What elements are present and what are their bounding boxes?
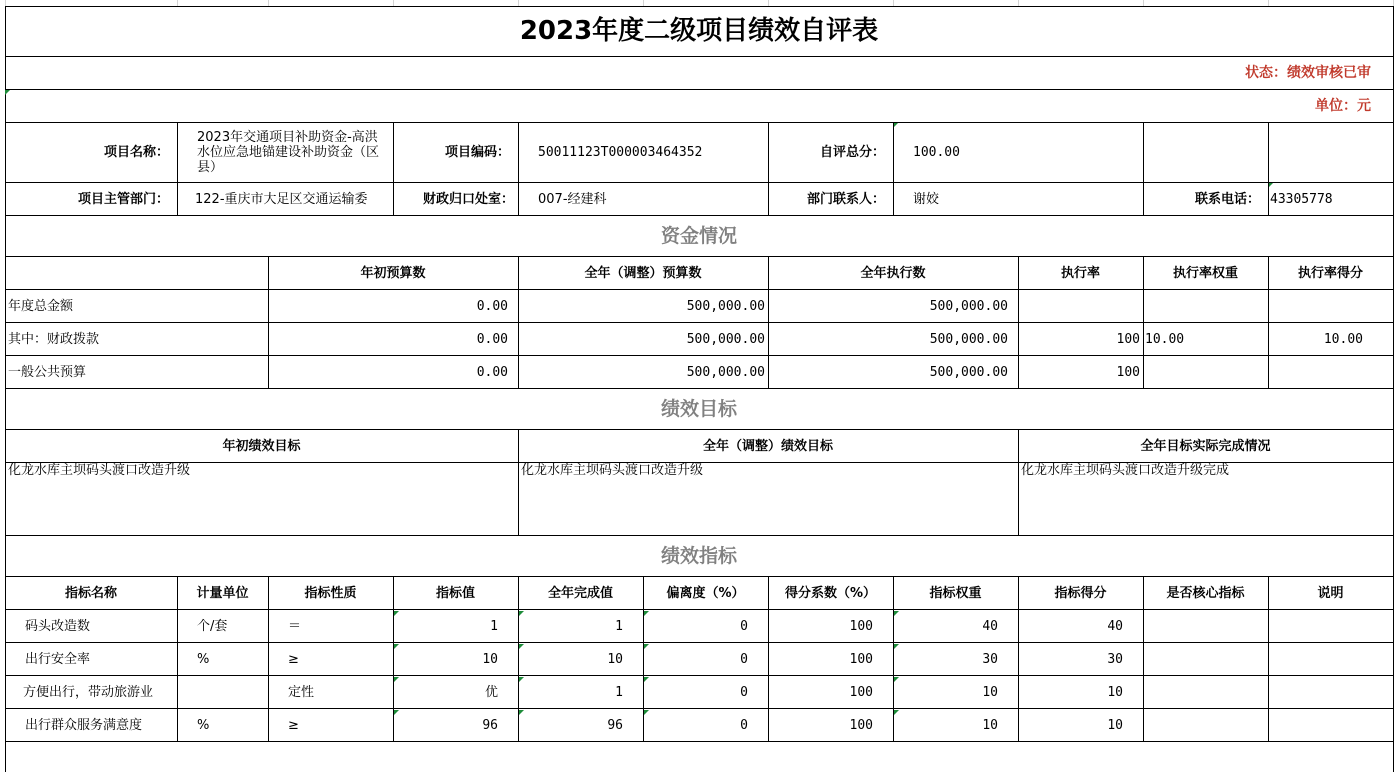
- grid-line: [518, 430, 519, 535]
- cell-marker-icon: [644, 677, 649, 682]
- indicator-cell: 方便出行，带动旅游业: [23, 685, 154, 700]
- grid-line: [268, 257, 269, 389]
- goals-header-2: 全年目标实际完成情况: [1140, 438, 1271, 454]
- project-name-label: 项目名称：: [103, 145, 169, 160]
- status-label: 状态：: [1245, 64, 1287, 81]
- funds-header-3: 全年执行数: [860, 266, 926, 281]
- indicator-cell: 个/套: [197, 619, 228, 634]
- grid-line: [393, 123, 394, 215]
- funds-cell: 10.00: [1145, 332, 1185, 347]
- goals-section-title: 绩效目标: [660, 397, 737, 420]
- cell-marker-icon: [644, 644, 649, 649]
- indicator-cell: 96: [607, 718, 623, 733]
- indicator-cell: ≥: [288, 652, 299, 667]
- grid-line: [5, 462, 1393, 463]
- project-name-value: 2023年交通项目补助资金-高洪水位应急地锚建设补助资金（区县）: [197, 130, 380, 175]
- indicators-header-7: 指标权重: [929, 586, 982, 601]
- grid-line: [5, 741, 1393, 742]
- indicator-cell: 100: [849, 685, 873, 700]
- indicator-cell: [1143, 643, 1268, 676]
- indicator-cell: ≥: [288, 718, 299, 733]
- indicator-cell: %: [197, 652, 210, 667]
- cell-marker-icon: [519, 644, 524, 649]
- indicator-cell: 出行安全率: [25, 652, 91, 667]
- grid-line: [1143, 123, 1144, 215]
- indicator-cell: [1143, 610, 1268, 643]
- contact-label: 部门联系人：: [806, 191, 885, 207]
- indicator-cell: 96: [482, 718, 498, 733]
- funds-cell: 500,000.00: [929, 299, 1008, 314]
- dept-label: 项目主管部门：: [77, 191, 169, 207]
- grid-line: [768, 123, 769, 215]
- indicators-header-2: 指标性质: [304, 586, 357, 601]
- indicator-cell: 40: [1107, 619, 1123, 634]
- indicator-cell: 100: [849, 718, 873, 733]
- grid-line: [1268, 577, 1269, 742]
- indicators-header-1: 计量单位: [196, 586, 249, 601]
- cell-marker-icon: [519, 677, 524, 682]
- grid-line: [5, 642, 1393, 643]
- cell-marker-icon: [519, 611, 524, 616]
- funds-cell: 一般公共预算: [8, 365, 87, 380]
- phone-label: 联系电话：: [1194, 191, 1260, 207]
- funds-cell: 500,000.00: [929, 332, 1008, 347]
- grid-line: [1018, 257, 1019, 389]
- indicator-cell: 30: [1107, 652, 1123, 667]
- unit-row: [5, 90, 1393, 122]
- grid-line: [5, 355, 1393, 356]
- cell-marker-icon: [394, 611, 399, 616]
- cell-marker-icon: [894, 677, 899, 682]
- indicator-cell: 10: [607, 652, 623, 667]
- funds-cell: [1143, 290, 1268, 323]
- indicator-cell: [1268, 610, 1393, 643]
- indicator-cell: 优: [484, 685, 498, 700]
- cell-marker-icon: [894, 611, 899, 616]
- finance-value: 007-经建科: [538, 191, 607, 207]
- indicator-cell: [1268, 676, 1393, 709]
- grid-line: [5, 289, 1393, 290]
- grid-line: [177, 577, 178, 742]
- indicator-cell: 30: [982, 652, 998, 667]
- indicator-cell: 10: [1107, 685, 1123, 700]
- indicator-cell: 0: [740, 652, 748, 667]
- cell-marker-icon: [394, 710, 399, 715]
- indicator-cell: 10: [982, 685, 998, 700]
- funds-cell: 其中：财政拨款: [8, 332, 100, 347]
- cell-marker-icon: [894, 644, 899, 649]
- funds-cell: 0.00: [476, 365, 508, 380]
- score-label: 自评总分：: [819, 145, 885, 160]
- project-code-value: 50011123T000003464352: [538, 145, 703, 160]
- funds-cell: [1268, 290, 1393, 323]
- funds-header-6: 执行率得分: [1297, 266, 1363, 281]
- grid-line: [518, 257, 519, 389]
- cell-marker-icon: [5, 90, 10, 95]
- funds-cell: 500,000.00: [929, 365, 1008, 380]
- grid-line: [1018, 430, 1019, 535]
- funds-cell: 500,000.00: [686, 332, 765, 347]
- indicator-cell: 100: [849, 619, 873, 634]
- funds-header-1: 年初预算数: [360, 266, 426, 281]
- funds-cell: 500,000.00: [686, 299, 765, 314]
- goals-value-1: 化龙水库主坝码头渡口改造升级: [521, 463, 704, 478]
- indicator-cell: 10: [482, 652, 498, 667]
- cell-marker-icon: [894, 710, 899, 715]
- grid-line: [643, 577, 644, 742]
- indicator-cell: [1268, 709, 1393, 742]
- indicator-cell: [1143, 676, 1268, 709]
- grid-line: [518, 577, 519, 742]
- grid-line: [1143, 577, 1144, 742]
- indicator-cell: 10: [1107, 718, 1123, 733]
- project-code-label: 项目编码：: [444, 145, 510, 160]
- indicator-cell: 出行群众服务满意度: [25, 718, 143, 733]
- page-title: 2023年度二级项目绩效自评表: [519, 15, 879, 46]
- grid-line: [893, 577, 894, 742]
- contact-value: 谢姣: [913, 191, 940, 207]
- funds-header-4: 执行率: [1060, 266, 1100, 281]
- status-value: 绩效审核已审: [1287, 64, 1371, 81]
- grid-line: [1268, 123, 1269, 215]
- grid-line: [5, 708, 1393, 709]
- funds-header-0: [5, 257, 268, 290]
- funds-cell: 0.00: [476, 299, 508, 314]
- grid-line: [768, 257, 769, 389]
- indicator-cell: ＝: [288, 619, 302, 634]
- indicators-section-title: 绩效指标: [660, 544, 737, 567]
- funds-cell: 100: [1116, 332, 1140, 347]
- indicator-cell: 1: [615, 619, 623, 634]
- grid-line: [5, 182, 1393, 183]
- indicator-cell: [1268, 643, 1393, 676]
- grid-line: [177, 123, 178, 215]
- indicator-cell: 100: [849, 652, 873, 667]
- grid-line: [893, 123, 894, 215]
- indicator-cell: 1: [490, 619, 498, 634]
- indicators-header-0: 指标名称: [64, 586, 117, 601]
- goals-header-0: 年初绩效目标: [222, 438, 301, 454]
- unit-value: 元: [1357, 97, 1371, 114]
- grid-line: [5, 675, 1393, 676]
- phone-value: 43305778: [1270, 191, 1333, 207]
- cell-marker-icon: [519, 710, 524, 715]
- indicators-header-5: 偏离度（%）: [666, 586, 745, 601]
- indicator-cell: 40: [982, 619, 998, 634]
- funds-cell: [1268, 356, 1393, 389]
- funds-header-5: 执行率权重: [1172, 266, 1238, 281]
- goals-value-0: 化龙水库主坝码头渡口改造升级: [8, 463, 191, 478]
- grid-line: [5, 609, 1393, 610]
- funds-cell: 10.00: [1323, 332, 1363, 347]
- dept-value: 122-重庆市大足区交通运输委: [195, 191, 368, 207]
- funds-cell: 0.00: [476, 332, 508, 347]
- funds-cell: [1018, 290, 1143, 323]
- indicator-cell: [1143, 709, 1268, 742]
- funds-cell: [1143, 356, 1268, 389]
- indicator-cell: 0: [740, 619, 748, 634]
- grid-line: [268, 577, 269, 742]
- goals-value-2: 化龙水库主坝码头渡口改造升级完成: [1021, 463, 1230, 478]
- grid-line: [5, 322, 1393, 323]
- indicator-cell: 码头改造数: [25, 619, 91, 634]
- grid-line: [518, 123, 519, 215]
- grid-line: [1143, 257, 1144, 389]
- indicators-header-3: 指标值: [435, 586, 475, 601]
- funds-section-title: 资金情况: [660, 224, 737, 247]
- score-value: 100.00: [913, 145, 960, 160]
- empty-cell: [1268, 123, 1393, 182]
- indicator-cell: %: [197, 718, 210, 733]
- unit-label: 单位：: [1315, 97, 1357, 114]
- indicator-cell: 10: [982, 718, 998, 733]
- indicator-cell: 1: [615, 685, 623, 700]
- grid-line: [393, 577, 394, 742]
- finance-label: 财政归口处室：: [422, 191, 514, 207]
- status-row: [5, 57, 1393, 89]
- indicator-cell: 定性: [288, 685, 315, 700]
- grid-line: [1018, 577, 1019, 742]
- indicators-header-4: 全年完成值: [547, 586, 613, 601]
- indicator-cell: 0: [740, 718, 748, 733]
- cell-marker-icon: [644, 611, 649, 616]
- goals-header-1: 全年（调整）绩效目标: [702, 438, 833, 454]
- funds-cell: 500,000.00: [686, 365, 765, 380]
- indicators-header-8: 指标得分: [1054, 586, 1107, 601]
- cell-marker-icon: [394, 644, 399, 649]
- cell-marker-icon: [394, 677, 399, 682]
- funds-cell: 年度总金额: [8, 299, 74, 314]
- indicators-header-10: 说明: [1317, 586, 1344, 601]
- empty-cell: [1143, 123, 1268, 182]
- indicator-cell: [177, 676, 268, 709]
- indicators-header-9: 是否核心指标: [1166, 586, 1245, 601]
- funds-cell: 100: [1116, 365, 1140, 380]
- grid-line: [768, 577, 769, 742]
- grid-line: [1393, 6, 1394, 772]
- funds-header-2: 全年（调整）预算数: [584, 266, 702, 281]
- grid-line: [1268, 257, 1269, 389]
- cell-marker-icon: [644, 710, 649, 715]
- indicator-cell: 0: [740, 685, 748, 700]
- indicators-header-6: 得分系数（%）: [784, 586, 877, 601]
